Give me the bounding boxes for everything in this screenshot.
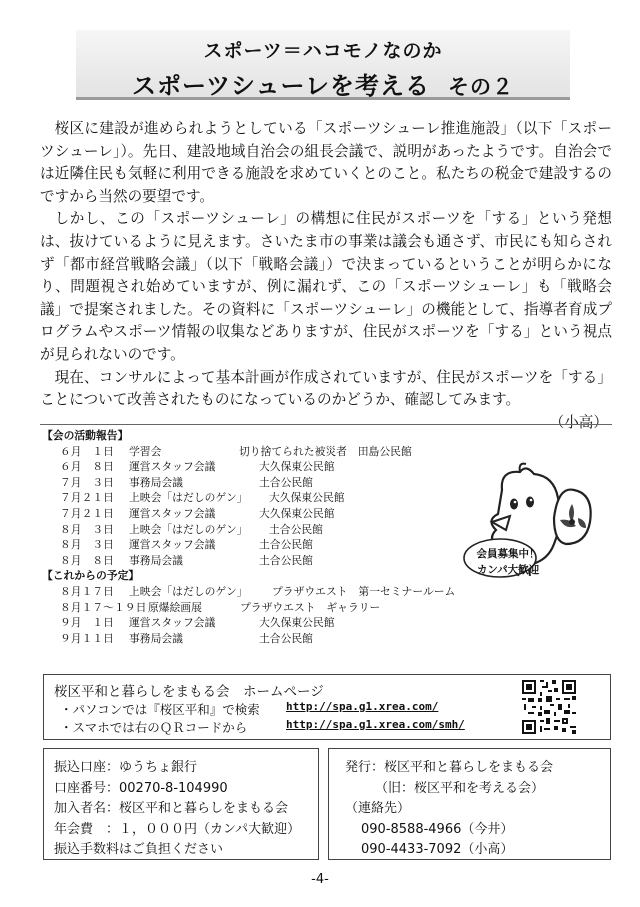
payment-info-box [43, 748, 319, 860]
activity-row [40, 537, 480, 553]
activity-place: 土合公民館 [269, 522, 323, 536]
schedule-event: 原爆絵画展 [148, 600, 202, 614]
activity-place: 切り捨てられた被災者 田島公民館 [239, 444, 412, 458]
publisher-contact-label: （連絡先） [345, 801, 411, 816]
publisher-phone-1: 090-8588-4966（今井） [361, 821, 514, 837]
article-paragraph-2: しかし、この「スポーツシューレ」の構想に住民がスポーツを「する」という発想は、抜けているように見えます。さいたま市の事業は議会も通さず、市民にも知らされず「都市経営戦略会議」（以下「戦略会議」）で決まっているということが明らかになり、問題視され始めていますが、例に漏れず、この「スポーツシューレ」も「戦略会議」で提案されました。その資料に「スポーツシューレ」の機能として、指導者育成プログラムやスポーツ情報の収集などありますが、住民がスポーツを「する」という視点が見られないのです。 [40, 210, 612, 363]
bubble-line-1: 会員募集中！ [476, 548, 540, 560]
page-number: -4- [311, 872, 329, 887]
bubble-line-2: カンパ大歓迎 [476, 564, 540, 576]
homepage-title: 桜区平和と暮らしをまもる会 ホームページ [54, 684, 324, 700]
schedule-event: 上映会「はだしのゲン」 [129, 584, 248, 598]
schedule-date: ９月 １日 [60, 616, 114, 630]
schedule-row [40, 631, 480, 647]
activity-event: 事務局会議 [129, 475, 183, 489]
activity-date: ８月 ８日 [60, 553, 114, 567]
homepage-sp-text: ・スマホでは右のＱＲコードから [60, 720, 248, 735]
title-line-1: スポーツ＝ハコモノなのか [203, 40, 443, 62]
homepage-sp-link[interactable]: http://spa.g1.xrea.com/smh/ [286, 718, 465, 731]
activity-event: 運営スタッフ会議 [129, 506, 216, 520]
homepage-pc-link[interactable]: http://spa.g1.xrea.com/ [286, 700, 439, 713]
article-body [40, 118, 612, 434]
publisher-box [328, 748, 611, 860]
activity-date: ８月 ３日 [60, 522, 114, 536]
activity-event: 上映会「はだしのゲン」 [129, 491, 248, 505]
activity-report-heading: 【会の活動報告】 [42, 429, 129, 442]
schedule-row [40, 584, 480, 600]
payment-fee: 年会費 ：１，０００円（カンパ大歓迎） [54, 821, 301, 837]
activity-section [40, 428, 480, 646]
payment-holder: 加入者名：桜区平和と暮らしをまもる会 [54, 801, 289, 816]
mascot-illustration [462, 460, 612, 610]
activity-event: 学習会 [129, 444, 162, 458]
activity-date: ７月２１日 [60, 506, 114, 520]
payment-note: 振込手数料はご負担ください [54, 842, 224, 857]
schedule-date: ８月１７日 [60, 584, 114, 598]
activity-date: ７月２１日 [60, 491, 114, 505]
publisher-former-name: （旧：桜区平和を考える会） [375, 780, 545, 796]
activity-row [40, 553, 480, 569]
homepage-box [43, 674, 611, 740]
schedule-row [40, 600, 480, 616]
qr-code-icon[interactable] [520, 678, 578, 736]
title-sub: その２ [448, 75, 515, 99]
payment-bank: 振込口座：ゆうちょ銀行 [54, 760, 198, 775]
homepage-pc-text: ・パソコンでは『桜区平和』で検索 [60, 702, 260, 717]
schedule-date: ８月１７～１９日 [60, 600, 147, 614]
activity-row [40, 490, 480, 506]
activity-row [40, 475, 480, 491]
activity-event: 上映会「はだしのゲン」 [129, 522, 248, 536]
article-author: （小高） [549, 413, 608, 431]
article-paragraph-1: 桜区に建設が進められようとしている「スポーツシューレ推進施設」（以下「スポーツシューレ」）。先日、建設地域自治会の組長会議で、説明があったようです。自治会では近隣住民も気軽に利用できる施設を求めていくとのこと。私たちの税金で建設するのですから当然の要望です。 [40, 120, 612, 205]
schedule-event: 運営スタッフ会議 [129, 616, 216, 630]
schedule-heading: 【これからの予定】 [42, 569, 140, 583]
article-paragraph-3: 現在、コンサルによって基本計画が作成されていますが、住民がスポーツを「する」ことについて改善されたものになっているのかどうか、確認してみます。 [40, 368, 612, 409]
schedule-place: プラザウエスト 第一セミナールーム [272, 584, 456, 598]
schedule-place: 土合公民館 [259, 631, 313, 645]
schedule-place: 大久保東公民館 [259, 616, 335, 630]
schedule-event: 事務局会議 [129, 631, 183, 645]
mascot-bubble-text [470, 546, 546, 578]
activity-row [40, 459, 480, 475]
schedule-row [40, 615, 480, 631]
payment-account: 口座番号：00270-8-104990 [54, 780, 228, 796]
activity-event: 運営スタッフ会議 [129, 460, 216, 474]
homepage-pc-line [60, 700, 439, 718]
homepage-sp-line [60, 718, 465, 736]
activity-place: 土合公民館 [259, 538, 313, 552]
activity-event: 運営スタッフ会議 [129, 538, 216, 552]
activity-date: ８月 ３日 [60, 538, 114, 552]
activity-row [40, 444, 480, 460]
activity-date: ６月 ８日 [60, 460, 114, 474]
schedule-date: ９月１１日 [60, 631, 114, 645]
schedule-place: プラザウエスト ギャラリー [240, 600, 381, 614]
activity-row [40, 506, 480, 522]
activity-row [40, 522, 480, 538]
section-divider [40, 424, 612, 425]
title-line-2 [76, 66, 570, 101]
activity-event: 事務局会議 [129, 553, 183, 567]
publisher-phone-2: 090-4433-7092（小高） [361, 842, 514, 857]
activity-date: ７月 ３日 [60, 475, 114, 489]
activity-place: 土合公民館 [259, 553, 313, 567]
title-banner [76, 30, 570, 100]
activity-place: 大久保東公民館 [269, 491, 345, 505]
activity-place: 大久保東公民館 [259, 506, 335, 520]
publisher-issuer: 発行：桜区平和と暮らしをまもる会 [345, 760, 554, 775]
title-main: スポーツシューレを考える [131, 72, 431, 100]
activity-place: 大久保東公民館 [259, 460, 335, 474]
activity-place: 土合公民館 [259, 475, 313, 489]
activity-date: ６月 １日 [60, 444, 114, 458]
